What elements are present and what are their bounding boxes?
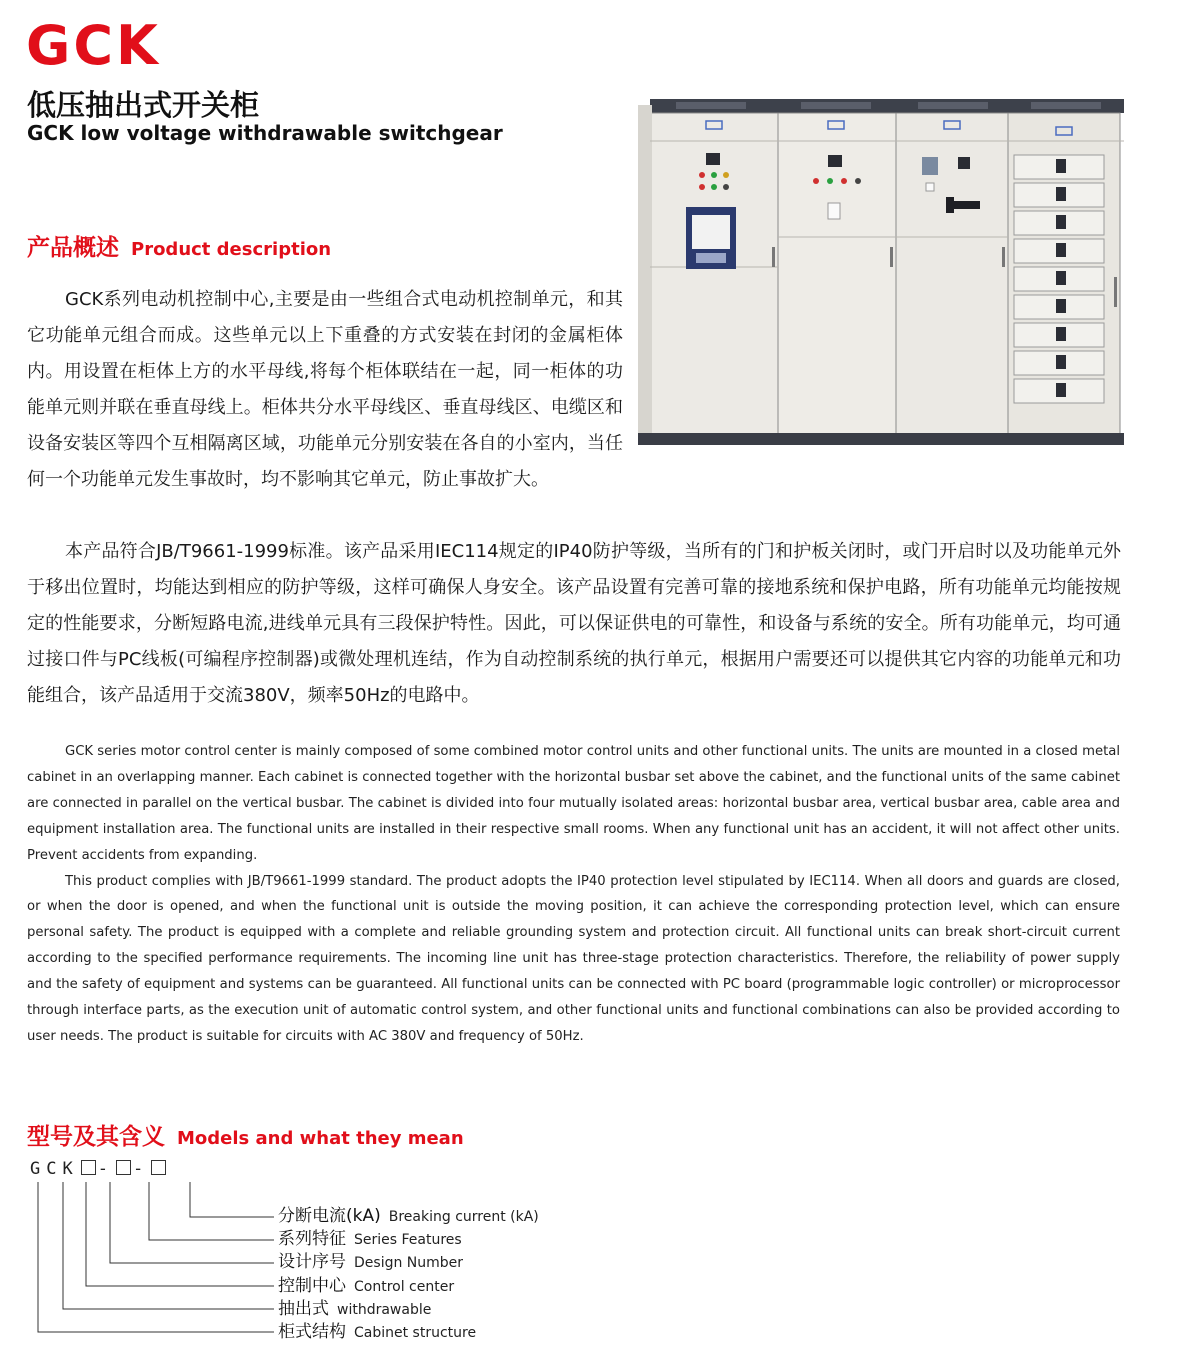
legend-item-cn: 柜式结构 [278,1321,346,1342]
brand-logo: GCK [26,14,161,77]
legend-item [278,1204,539,1227]
legend-item [278,1227,539,1250]
legend-item-en: Cabinet structure [354,1324,477,1341]
description-cn-wide [27,534,1121,714]
model-code-box-1 [81,1160,96,1175]
legend-item-cn: 设计序号 [278,1252,346,1273]
legend-item [278,1320,539,1343]
model-code: GCK - - [30,1159,168,1179]
model-legend-lines [28,1178,278,1340]
legend-item-en: Series Features [354,1232,462,1249]
description-cn-narrow [27,282,623,498]
legend-item-cn: 分断电流(kA) [278,1206,381,1226]
legend-item-cn: 系列特征 [278,1229,346,1250]
description-en [27,739,1120,1050]
legend-item-en: Design Number [354,1255,464,1272]
legend-item-en: withdrawable [337,1301,432,1318]
models-heading-cn: 型号及其含义 [27,1124,165,1150]
description-cn-paragraph-2 [27,534,1121,714]
legend-item [278,1250,539,1273]
section-heading-models [27,1118,464,1151]
section-heading-en: Product description [131,239,332,260]
model-legend [278,1204,539,1343]
models-heading-en: Models and what they mean [177,1128,464,1149]
model-code-letter-c: C [46,1159,63,1179]
description-cn-paragraph-2-rest: IP40防护等级，当所有的门和护板关闭时，或门开启时以及功能单元外于移出位置时，均能达到相应的防护等级，这样可确保人身安全。该产品设置有完善可靠的接地系统和保护电路，所有功能单元均能按规定的性能要求，分断短路电流,进线单元具有三段保护特性。因此，可以保证供电的可靠性，和设备与系统的安全。所有功能单元，均可通过接口件与PC线板(可编程序控制器)或微处理机连结，作为自动控制系统的执行单元，根据用户需要还可以提供其它内容的功能单元和功能组合，该产品适用于交流380V，频率50Hz的电路中。 [27,541,1121,706]
legend-item-en: Control center [354,1278,455,1295]
legend-item [278,1297,539,1320]
description-cn-paragraph-2-head: 本产品符合JB/T9661-1999标准。该产品采用IEC114规定的 [65,541,554,562]
section-heading-description [27,229,331,262]
model-code-letter-g: G [30,1159,47,1179]
description-en-paragraph-2: This product complies with JB/T9661-1999 standard. The product adopts the IP40 protection level stipulated by IEC114. When all doors and guards are closed, or when the door is opened, and when the functional unit is outside the moving position, it can achieve the corresponding protection level, which can ensure personal safety. The product is equipped with a complete and reliable grounding system and protection circuit. All functional units can break short-circuit current according to the specified performance requirements. The incoming line unit has three-stage protection characteristics. Therefore, the reliability of power supply and the safety of equipment and systems can be guaranteed. All functional units can be connected with PC board (programmable logic controller) or microprocessor through interface parts, as the execution unit of automatic control system, and other functional units and functional combinations can also be provided according to user needs. The product is suitable for circuits with AC 380V and frequency of 50Hz. [27,873,1120,1044]
legend-item-cn: 控制中心 [278,1275,346,1296]
page-title-en: GCK low voltage withdrawable switchgear [27,121,503,145]
page-title-cn: 低压抽出式开关柜 [27,88,260,122]
model-code-letter-k: K [62,1159,79,1179]
description-cn-paragraph-1: GCK系列电动机控制中心,主要是由一些组合式电动机控制单元，和其它功能单元组合而成。这些单元以上下重叠的方式安装在封闭的金属柜体内。用设置在柜体上方的水平母线,将每个柜体联结在一起，同一柜体的功能单元则并联在垂直母线上。柜体共分水平母线区、垂直母线区、电缆区和设备安装区等四个互相隔离区域，功能单元分别安装在各自的小室内，当任何一个功能单元发生事故时，均不影响其它单元，防止事故扩大。 [27,289,623,490]
model-code-box-2 [116,1160,131,1175]
section-heading-cn: 产品概述 [27,235,119,261]
legend-item [278,1274,539,1297]
description-en-paragraph-1: GCK series motor control center is mainly composed of some combined motor control units and other functional units. The units are mounted in a closed metal cabinet in an overlapping manner. Each cabinet is connected together with the horizontal busbar set above the cabinet, and the functional units of the same cabinet are connected in parallel on the vertical busbar. The cabinet is divided into four mutually isolated areas: horizontal busbar area, vertical busbar area, cable area and equipment installation area. The functional units are installed in their respective small rooms. When any functional unit has an accident, it will not affect other units. Prevent accidents from expanding. [27,744,1120,863]
model-code-box-3 [151,1160,166,1175]
switchgear-photo [636,97,1126,447]
legend-item-cn: 抽出式 [278,1298,329,1319]
legend-item-en: Breaking current (kA) [388,1209,539,1225]
